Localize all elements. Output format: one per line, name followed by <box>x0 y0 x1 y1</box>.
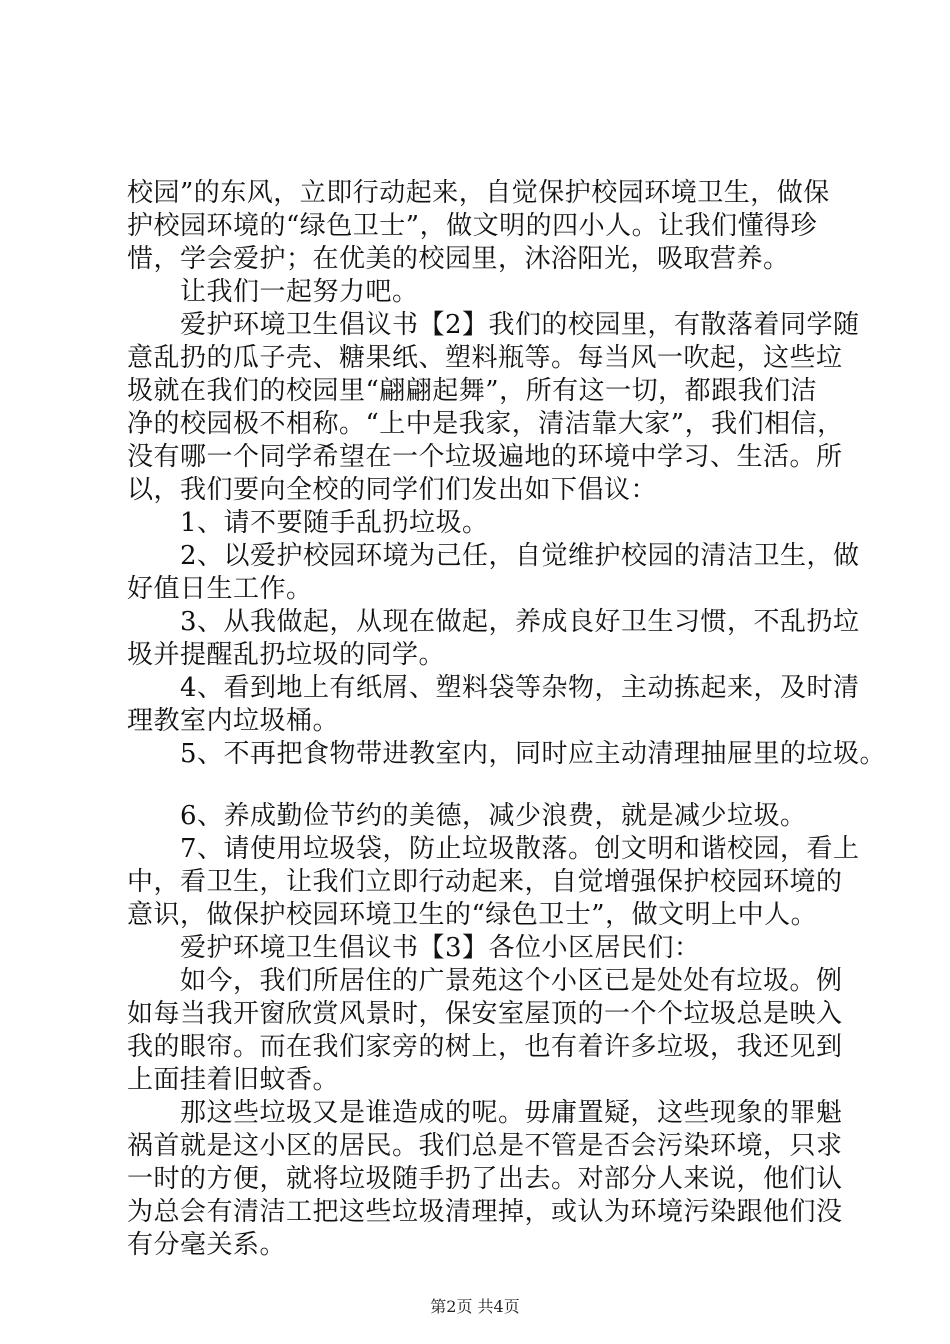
text-line: 校园”的东风，立即行动起来，自觉保护校园环境卫生，做保 <box>127 178 830 208</box>
text-line: 一时的方便，就将垃圾随手扔了出去。对部分人来说，他们认 <box>127 1164 843 1194</box>
text-line: 祸首就是这小区的居民。我们总是不管是否会污染环境，只求 <box>127 1131 843 1161</box>
text-line: 圾就在我们的校园里“翩翩起舞”，所有这一切，都跟我们洁 <box>127 376 818 406</box>
text-line: 如今，我们所居住的广景苑这个小区已是处处有垃圾。例 <box>180 966 843 996</box>
text-line: 以，我们要向全校的同学们们发出如下倡议： <box>127 475 658 505</box>
text-line: 我的眼帘。而在我们家旁的树上，也有着许多垃圾，我还见到 <box>127 1032 843 1062</box>
text-line: 爱护环境卫生倡议书【2】我们的校园里，有散落着同学随 <box>180 310 860 340</box>
text-line: 让我们一起努力吧。 <box>180 277 419 307</box>
text-line: 好值日生工作。 <box>127 574 313 604</box>
text-line: 为总会有清洁工把这些垃圾清理掉，或认为环境污染跟他们没 <box>127 1197 843 1227</box>
text-line: 净的校园极不相称。“上中是我家，清洁靠大家”，我们相信， <box>127 409 844 439</box>
text-line: 如每当我开窗欣赏风景时，保安室屋顶的一个个垃圾总是映入 <box>127 999 843 1029</box>
text-line: 意识，做保护校园环境卫生的“绿色卫士”，做文明上中人。 <box>127 900 818 930</box>
page-number-footer: 第2页 共4页 <box>430 1297 520 1316</box>
text-line: 2、以爱护校园环境为己任，自觉维护校园的清洁卫生，做 <box>180 541 860 571</box>
text-line: 中，看卫生，让我们立即行动起来，自觉增强保护校园环境的 <box>127 867 843 897</box>
text-line: 7、请使用垃圾袋，防止垃圾散落。创文明和谐校园，看上 <box>180 834 860 864</box>
text-line: 意乱扔的瓜子壳、糖果纸、塑料瓶等。每当风一吹起，这些垃 <box>127 343 843 373</box>
text-line: 5、不再把食物带进教室内，同时应主动清理抽屉里的垃圾。 <box>180 739 887 769</box>
text-line: 6、养成勤俭节约的美德，减少浪费，就是减少垃圾。 <box>180 801 807 831</box>
text-line: 1、请不要随手乱扔垃圾。 <box>180 508 489 538</box>
text-line: 4、看到地上有纸屑、塑料袋等杂物，主动拣起来，及时清 <box>180 673 860 703</box>
text-line: 爱护环境卫生倡议书【3】各位小区居民们： <box>180 933 701 963</box>
text-line: 有分毫关系。 <box>127 1230 287 1260</box>
text-line: 没有哪一个同学希望在一个垃圾遍地的环境中学习、生活。所 <box>127 442 843 472</box>
text-line: 理教室内垃圾桶。 <box>127 706 340 736</box>
text-line: 那这些垃圾又是谁造成的呢。毋庸置疑，这些现象的罪魁 <box>180 1098 843 1128</box>
text-line: 惜，学会爱护；在优美的校园里，沐浴阳光，吸取营养。 <box>127 244 790 274</box>
text-line: 圾并提醒乱扔垃圾的同学。 <box>127 640 446 670</box>
text-line: 上面挂着旧蚊香。 <box>127 1065 340 1095</box>
text-line: 护校园环境的“绿色卫士”，做文明的四小人。让我们懂得珍 <box>127 211 818 241</box>
text-line: 3、从我做起，从现在做起，养成良好卫生习惯，不乱扔垃 <box>180 607 860 637</box>
